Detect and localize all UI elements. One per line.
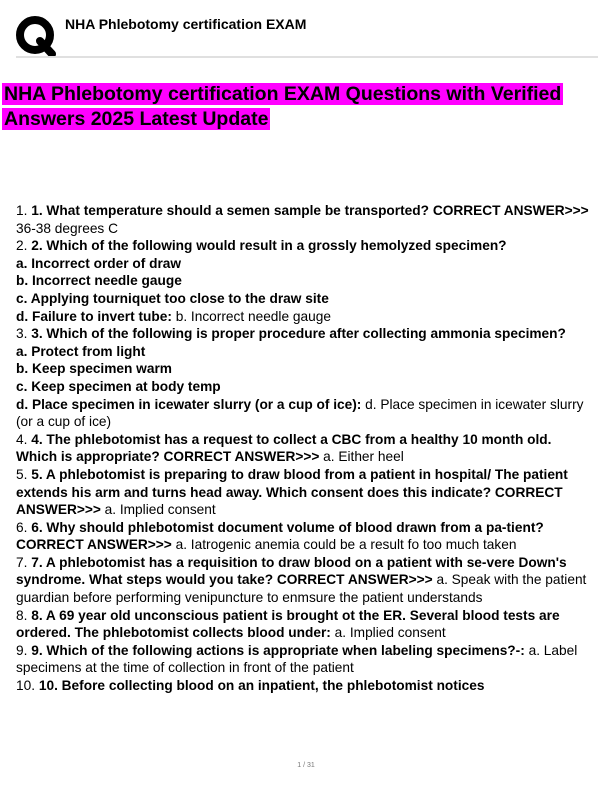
question-item	[16, 554, 590, 607]
question-text: 6. Why should phlebotomist document volume of blood drawn from a pa-tient? CORRECT ANSWER>>>	[16, 519, 544, 553]
option-text: d. Failure to invert tube:	[16, 308, 176, 324]
answer-text: a. Implied consent	[334, 625, 446, 641]
document-title	[2, 82, 562, 132]
question-text: 5. A phlebotomist is preparing to draw blood from a patient in hospital/ The patient extends his arm and turns head away. Which consent does this indicate? CORRECT ANSWER>>>	[16, 466, 568, 518]
answer-text: a. Implied consent	[104, 502, 216, 518]
question-item	[16, 466, 590, 519]
answer-text: a. Label specimens at the time of collection in front of the patient	[16, 642, 578, 676]
question-number: 4.	[16, 431, 32, 447]
answer-text: 36-38 degrees C	[16, 220, 118, 236]
question-number: 1.	[16, 203, 32, 218]
question-number: 8.	[16, 607, 32, 623]
option-text: d. Place specimen in icewater slurry (or a cup of ice):	[16, 396, 366, 412]
header-divider	[16, 56, 598, 58]
question-text: 3. Which of the following is proper procedure after collecting ammonia specimen?	[31, 326, 566, 342]
option-item	[16, 396, 590, 431]
question-text: 2. Which of the following would result in a grossly hemolyzed specimen?	[31, 238, 507, 254]
page-header	[16, 12, 598, 58]
answer-text: a. Iatrogenic anemia could be a result fo too much taken	[175, 537, 517, 553]
option-item: c. Applying tourniquet too close to the draw site	[16, 290, 329, 306]
question-number: 3.	[16, 326, 32, 342]
question-item	[16, 677, 590, 695]
header-title: NHA Phlebotomy certification EXAM	[65, 16, 307, 32]
question-number: 10.	[16, 678, 39, 694]
question-number: 5.	[16, 466, 32, 482]
document-title-text: NHA Phlebotomy certification EXAM Questions with Verified Answers 2025 Latest Update	[4, 83, 562, 130]
question-item	[16, 431, 590, 466]
question-item	[16, 519, 590, 554]
question-item	[16, 202, 590, 237]
page-number: 1 / 31	[297, 762, 315, 769]
question-text: 4. The phlebotomist has a request to collect a CBC from a healthy 10 month old. Which is appropriate? CORRECT ANSWER>>>	[16, 431, 552, 465]
option-item	[16, 308, 590, 326]
answer-text: a. Either heel	[323, 449, 404, 465]
question-text: 7. A phlebotomist has a requisition to draw blood on a patient with se-vere Down's syndrome. What steps would you take? CORRECT ANSWER>>>	[16, 554, 567, 588]
question-number: 7.	[16, 554, 32, 570]
option-item: a. Protect from light	[16, 343, 146, 359]
question-number: 2.	[16, 238, 32, 254]
question-text: 8. A 69 year old unconscious patient is brought ot the ER. Several blood tests are ordered. The phlebotomist collects blood under:	[16, 607, 560, 641]
answer-text: a. Speak with the patient guardian before performing venipuncture to enmsure the patient understands	[16, 572, 587, 606]
option-item: b. Incorrect needle gauge	[16, 273, 182, 289]
question-item	[16, 325, 590, 343]
question-text: 1. What temperature should a semen sample be transported? CORRECT ANSWER>>>	[31, 203, 589, 218]
question-text: 9. Which of the following actions is appropriate when labeling specimens?-:	[31, 642, 529, 658]
question-number: 6.	[16, 519, 32, 535]
question-text: 10. Before collecting blood on an inpatient, the phlebotomist notices	[38, 678, 485, 694]
question-list	[16, 202, 590, 695]
answer-text: d. Place specimen in icewater slurry (or a cup of ice)	[16, 396, 584, 430]
question-number: 9.	[16, 642, 32, 658]
option-item: c. Keep specimen at body temp	[16, 378, 221, 394]
question-item	[16, 607, 590, 642]
logo-icon	[16, 16, 56, 56]
option-item: a. Incorrect order of draw	[16, 255, 182, 271]
question-item	[16, 237, 590, 255]
answer-text: b. Incorrect needle gauge	[175, 308, 331, 324]
option-item: b. Keep specimen warm	[16, 361, 172, 377]
question-item	[16, 642, 590, 677]
